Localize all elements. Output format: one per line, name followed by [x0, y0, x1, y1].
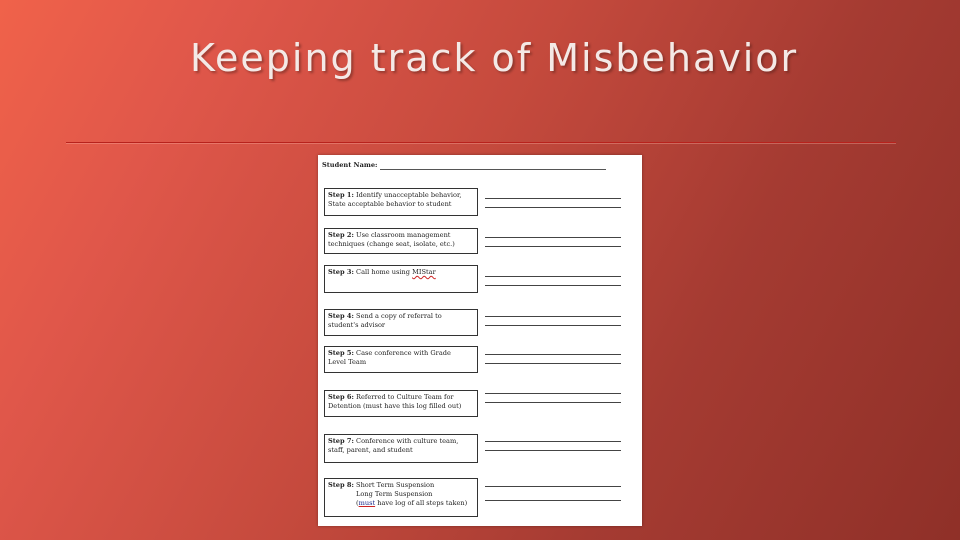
- step-4-write-line: [485, 325, 621, 326]
- step-8-text-2: Long Term Suspension: [356, 490, 433, 498]
- step-6-box: [324, 390, 478, 417]
- step-4-text-1: Send a copy of referral to: [356, 312, 442, 320]
- step-4-box: [324, 309, 478, 336]
- step-7-label: Step 7:: [328, 437, 354, 445]
- step-5-box: [324, 346, 478, 373]
- step-6-label: Step 6:: [328, 393, 354, 401]
- step-3-write-line: [485, 285, 621, 286]
- step-8-text-3: (must have log of all steps taken): [356, 499, 468, 507]
- step-8-label: Step 8:: [328, 481, 354, 489]
- step-1-text-1: Identify unacceptable behavior,: [356, 191, 462, 199]
- step-5-label: Step 5:: [328, 349, 354, 357]
- student-name-label: Student Name:: [322, 161, 378, 169]
- step-2-box: [324, 228, 478, 254]
- step-8-box: [324, 478, 478, 517]
- step-4-text-2: student's advisor: [328, 321, 386, 329]
- step-7-write-line: [485, 441, 621, 442]
- step-2-label: Step 2:: [328, 231, 354, 239]
- step-6-text-1: Referred to Culture Team for: [356, 393, 454, 401]
- step-5-write-line: [485, 363, 621, 364]
- step-4-write-line: [485, 316, 621, 317]
- step-7-text-1: Conference with culture team,: [356, 437, 459, 445]
- title-divider: [66, 142, 896, 143]
- student-name-line: [380, 169, 606, 170]
- step-8-text-1: Short Term Suspension: [356, 481, 435, 489]
- step-3-label: Step 3:: [328, 268, 354, 276]
- step-3-write-line: [485, 276, 621, 277]
- step-8-write-line: [485, 500, 621, 501]
- step-6-text-2: Detention (must have this log filled out): [328, 402, 462, 410]
- step-3-box: [324, 265, 478, 293]
- step-6-write-line: [485, 393, 621, 394]
- step-1-write-line: [485, 207, 621, 208]
- step-7-box: [324, 434, 478, 463]
- step-8-write-line: [485, 486, 621, 487]
- step-1-box: [324, 188, 478, 216]
- step-5-write-line: [485, 354, 621, 355]
- step-2-write-line: [485, 246, 621, 247]
- step-4-label: Step 4:: [328, 312, 354, 320]
- step-5-text-1: Case conference with Grade: [356, 349, 451, 357]
- step-6-write-line: [485, 402, 621, 403]
- step-3-mistar: MIStar: [412, 268, 436, 276]
- step-2-text-2: techniques (change seat, isolate, etc.): [328, 240, 455, 248]
- step-1-text-2: State acceptable behavior to student: [328, 200, 452, 208]
- step-1-write-line: [485, 198, 621, 199]
- step-2-text-1: Use classroom management: [356, 231, 451, 239]
- step-7-write-line: [485, 450, 621, 451]
- behavior-log-form: [318, 155, 642, 526]
- step-2-write-line: [485, 237, 621, 238]
- step-5-text-2: Level Team: [328, 358, 367, 366]
- step-7-text-2: staff, parent, and student: [328, 446, 413, 454]
- student-name-row: [322, 161, 622, 173]
- step-8-must: must: [358, 499, 376, 507]
- slide-title: Keeping track of Misbehavior: [190, 36, 799, 80]
- step-1-label: Step 1:: [328, 191, 354, 199]
- step-3-text-1: Call home using: [356, 268, 413, 276]
